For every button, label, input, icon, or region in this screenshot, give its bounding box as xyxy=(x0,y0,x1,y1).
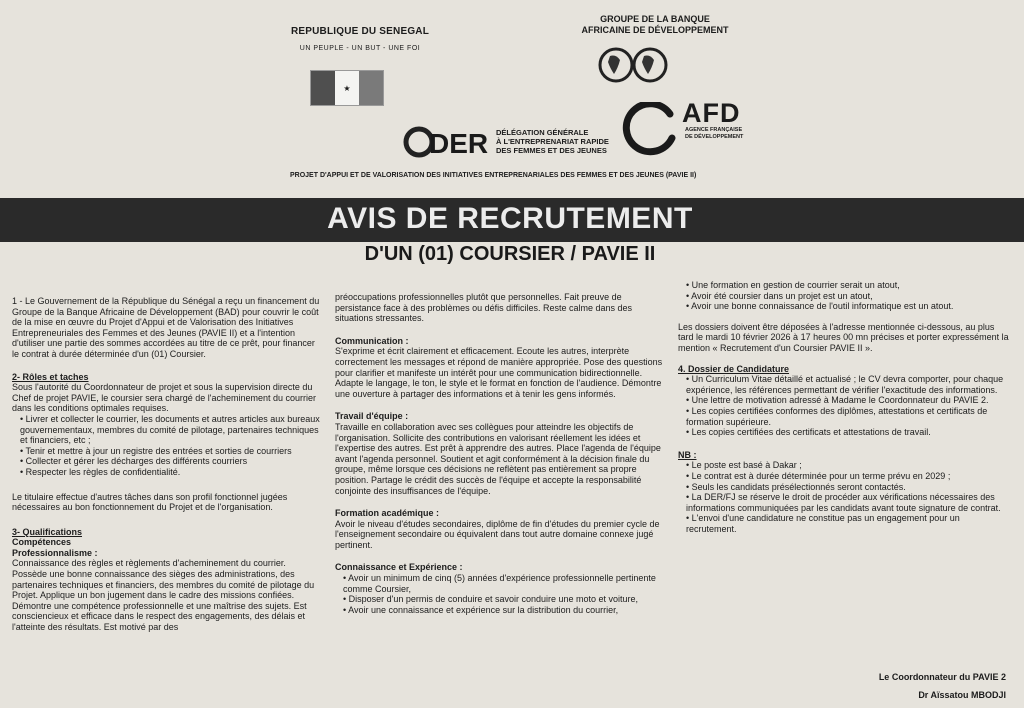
communication-paragraph: S'exprime et écrit clairement et efficacement. Ecoute les autres, interprète correctement les messages et répond de manière appropriée. Pose des questions pour clarifier et manifeste un intérêt pour une communication bidirectionnelle. Adapte le langage, le ton, le style et le format en fonction de l'audience. Démontre une ouverture à partager des informations et à tenir les gens informés. xyxy=(335,346,663,399)
list-item: • Tenir et mettre à jour un registre des entrées et sorties de courriers xyxy=(20,445,292,456)
nb-heading: NB : xyxy=(678,449,697,460)
signature-role: Le Coordonnateur du PAVIE 2 xyxy=(878,672,1006,682)
list-item: • Avoir une bonne connaissance de l'outil informatique est un atout. xyxy=(686,301,954,312)
der-logo-text: DER xyxy=(429,128,489,159)
project-line: PROJET D'APPUI ET DE VALORISATION DES INITIATIVES ENTREPRENARIALES DES FEMMES ET DES JEUNES (PAVIE II) xyxy=(290,172,697,179)
professionnalisme-heading: Professionnalisme : xyxy=(12,547,98,558)
republic-title: REPUBLIQUE DU SENEGAL xyxy=(290,26,430,37)
der-caption-line-1: DÉLÉGATION GÉNÉRALE xyxy=(496,128,589,137)
list-item: • Les copies certifiées conformes des diplômes, attestations et certificats de formation supérieure. xyxy=(686,405,988,427)
list-item: • Une lettre de motivation adressé à Madame le Coordonnateur du PAVIE 2. xyxy=(686,395,989,406)
column-2 xyxy=(335,292,667,615)
list-item: • Le contrat est à durée déterminée pour un terme prévu en 2029 ; xyxy=(686,470,951,481)
list-item: • Disposer d'un permis de conduire et savoir conduire une moto et voiture, xyxy=(343,594,639,605)
bank-header xyxy=(560,14,750,36)
republic-header xyxy=(285,26,435,52)
teamwork-paragraph: Travaille en collaboration avec ses collègues pour atteindre les objectifs de l'organisation. Sollicite des contributions en valorisant réellement les idées et l'expertise des autres. Est prêt à apprendre des autres. Place l'agenda de l'équipe avant l'agenda personnel. Soutient et agit conformément à la décision finale du groupe, même lorsque ces décisions ne reflètent pas entièrement sa propre position. Partage le crédit des succès de l'équipe et accepte la responsabilité conjointe des insuffisances de l'équipe. xyxy=(335,421,661,496)
list-item: • Un Curriculum Vitae détaillé et actualisé ; le CV devra comporter, pour chaque expérience, les références permettant de vérifier l'exactitude des informations. xyxy=(686,374,1004,395)
notice-subtitle: D'UN (01) COURSIER / PAVIE II xyxy=(364,243,656,265)
list-item: • Une formation en gestion de courrier serait un atout, xyxy=(686,280,900,290)
list-item: • Respecter les règles de confidentialité. xyxy=(20,466,181,477)
notice-title: AVIS DE RECRUTEMENT xyxy=(327,202,693,235)
afdb-logo-icon xyxy=(598,46,668,84)
der-caption-line-3: DES FEMMES ET DES JEUNES xyxy=(496,146,607,155)
list-item: • Les copies certifiées des certificats et attestations de travail. xyxy=(686,427,931,438)
der-caption-line-2: À L'ENTREPRENARIAT RAPIDE xyxy=(496,137,609,146)
list-item: • Collecter et gérer les décharges des différents courriers xyxy=(20,456,248,467)
list-item: • Seuls les candidats présélectionnés seront contactés. xyxy=(686,481,906,492)
afd-subtitle-line-2: DE DÉVELOPPEMENT xyxy=(685,133,744,140)
afd-subtitle-line-1: AGENCE FRANÇAISE xyxy=(685,127,743,133)
communication-heading: Communication : xyxy=(335,335,409,346)
list-item: • Avoir une connaissance et expérience sur la distribution du courrier, xyxy=(343,604,619,615)
list-item: • Avoir été coursier dans un projet est un atout, xyxy=(686,290,873,301)
senegal-flag-icon: ★ xyxy=(310,70,384,106)
dossier-heading: 4. Dossier de Candidature xyxy=(678,363,790,374)
list-item: • L'envoi d'une candidature ne constitue pas un engagement pour un recrutement. xyxy=(686,513,960,534)
republic-motto: UN PEUPLE - UN BUT - UNE FOI xyxy=(299,45,421,52)
afd-logo-icon xyxy=(622,102,678,158)
education-heading: Formation académique : xyxy=(335,508,440,519)
der-caption xyxy=(496,128,609,155)
education-paragraph: Avoir le niveau d'études secondaires, diplôme de fin d'études du premier cycle de l'enseignement secondaire ou équivalent dans tout autre domaine connexe jugé pertinent. xyxy=(335,518,660,550)
roles-paragraph: Sous l'autorité du Coordonnateur de projet et sous la supervision directe du Chef de projet PAVIE, le coursier sera chargé de l'acheminement du courrier dans les conditions optimales requises. xyxy=(12,382,317,414)
afd-name: AFD xyxy=(682,98,741,128)
intro-paragraph: 1 - Le Gouvernement de la République du Sénégal a reçu un financement du Groupe de la Banque Africaine de Développement (BAD) pour couvrir le coût de la mise en œuvre du Projet d'Appui et de Valorisation des Initiatives Entrepreneuriales des Femmes et des Jeunes (PAVIE II) et a l'intention d'utiliser une partie des sommes accordées au titre de ce prêt, pour financer le contrat à durée déterminée d'un (01) Coursier. xyxy=(12,296,320,359)
list-item: • Livrer et collecter le courrier, les documents et autres articles aux bureaux gouvernementaux, membres du comité de pilotage, partenaires techniques et financiers, etc ; xyxy=(20,413,320,446)
deposit-paragraph: Les dossiers doivent être déposées à l'adresse mentionnée ci-dessous, au plus tard le mardi 10 février 2026 à 17 heures 00 mn précises et porter expressément la mention « Recrutement d'un Coursier PAVIE II ». xyxy=(678,321,1009,353)
competences-heading: Compétences xyxy=(12,537,72,548)
teamwork-heading: Travail d'équipe : xyxy=(335,411,409,422)
column-3 xyxy=(678,280,1012,534)
professionnalisme-paragraph: Connaissance des règles et règlements d'acheminement du courrier. Possède une bonne connaissance des sièges des administrations, des partenaires techniques et financiers, des membres du comité de pilotage du Projet. Applique un bon jugement dans le cadre des missions confiées. Démontre une compétence professionnelle et une maîtrise des sujets. Est consciencieux et efficace dans le respect des engagements, des délais et l'atteinte des résultats. Est motivé par des xyxy=(12,558,315,633)
roles-heading: 2- Rôles et taches xyxy=(12,371,89,382)
list-item: • Le poste est basé à Dakar ; xyxy=(686,460,802,471)
experience-heading: Connaissance et Expérience : xyxy=(335,562,463,573)
list-item: • Avoir un minimum de cinq (5) années d'expérience professionnelle pertinente comme Coursier, xyxy=(343,573,656,594)
column-1 xyxy=(12,296,320,636)
bank-line-1: GROUPE DE LA BANQUE xyxy=(600,14,710,24)
der-logo-icon xyxy=(403,124,495,160)
titulaire-paragraph: Le titulaire effectue d'autres tâches dans son profil fonctionnel jugées nécessaires au bon fonctionnement du Projet et de l'organisation. xyxy=(12,491,288,513)
signature-name: Dr Aïssatou MBODJI xyxy=(918,690,1006,700)
qualifications-heading: 3- Qualifications xyxy=(12,526,83,537)
list-item: • La DER/FJ se réserve le droit de procéder aux vérifications nécessaires des informations communiquées par les candidats avant toute signature de contrat. xyxy=(686,492,1001,513)
bank-line-2: AFRICAINE DE DÉVELOPPEMENT xyxy=(581,25,729,35)
professionnalisme-continued: préoccupations professionnelles plutôt que personnelles. Fait preuve de persistance face à des problèmes ou défis difficiles. Reste calme dans des situations stressantes. xyxy=(335,292,632,324)
afd-subtitle xyxy=(685,127,743,140)
